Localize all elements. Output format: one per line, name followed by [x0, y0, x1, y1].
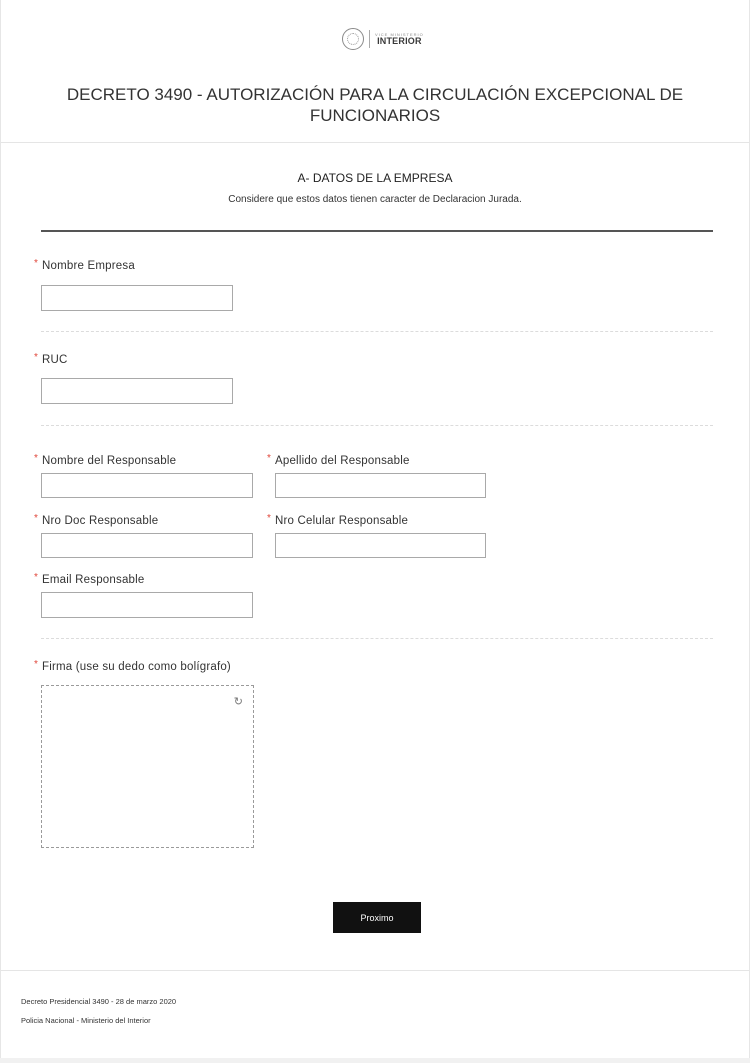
section-title: A- DATOS DE LA EMPRESA: [297, 171, 453, 185]
apellido-responsable-label: Apellido del Responsable: [275, 455, 410, 467]
nombre-responsable-input[interactable]: [41, 473, 253, 498]
required-asterisk: *: [34, 572, 38, 583]
nombre-empresa-label: Nombre Empresa: [42, 260, 135, 272]
required-asterisk: *: [34, 258, 38, 269]
required-asterisk: *: [267, 453, 271, 464]
undo-icon[interactable]: ↻: [233, 696, 243, 708]
nombre-responsable-label: Nombre del Responsable: [42, 455, 177, 467]
field-separator: [41, 331, 713, 332]
required-asterisk: *: [34, 453, 38, 464]
ruc-input[interactable]: [41, 378, 233, 404]
section-divider: [41, 230, 713, 232]
email-input[interactable]: [41, 592, 253, 618]
footer-agency-text: Policia Nacional - Ministerio del Interior: [21, 1016, 151, 1025]
required-asterisk: *: [34, 513, 38, 524]
required-asterisk: *: [34, 659, 38, 670]
logo-text: [375, 33, 424, 46]
footer-decree-text: Decreto Presidencial 3490 - 28 de marzo 2020: [21, 997, 177, 1006]
logo-small-text: VICE MINISTERIO: [375, 31, 424, 37]
nombre-empresa-input[interactable]: [41, 285, 233, 311]
nro-celular-input[interactable]: [275, 533, 486, 558]
page-title: DECRETO 3490 - AUTORIZACIÓN PARA LA CIRCULACIÓN EXCEPCIONAL DE FUNCIONARIOS: [66, 85, 684, 125]
nro-celular-label: Nro Celular Responsable: [275, 515, 409, 527]
form-header: [1, 0, 749, 143]
nro-doc-label: Nro Doc Responsable: [42, 515, 159, 527]
footer: [1, 970, 749, 1058]
ministry-logo: [342, 28, 424, 50]
field-separator: [41, 638, 713, 639]
logo-divider: [369, 30, 370, 48]
logo-main-text: INTERIOR: [377, 35, 422, 46]
firma-label: Firma (use su dedo como bolígrafo): [42, 661, 231, 673]
required-asterisk: *: [34, 352, 38, 363]
field-separator: [41, 425, 713, 426]
seal-icon: [342, 28, 364, 50]
next-button[interactable]: Proximo: [333, 902, 421, 933]
section-subtitle: Considere que estos datos tienen caracter de Declaracion Jurada.: [228, 194, 522, 205]
email-label: Email Responsable: [42, 574, 145, 586]
required-asterisk: *: [267, 513, 271, 524]
nro-doc-input[interactable]: [41, 533, 253, 558]
signature-pad[interactable]: [41, 685, 254, 848]
apellido-responsable-input[interactable]: [275, 473, 486, 498]
ruc-label: RUC: [42, 354, 68, 366]
